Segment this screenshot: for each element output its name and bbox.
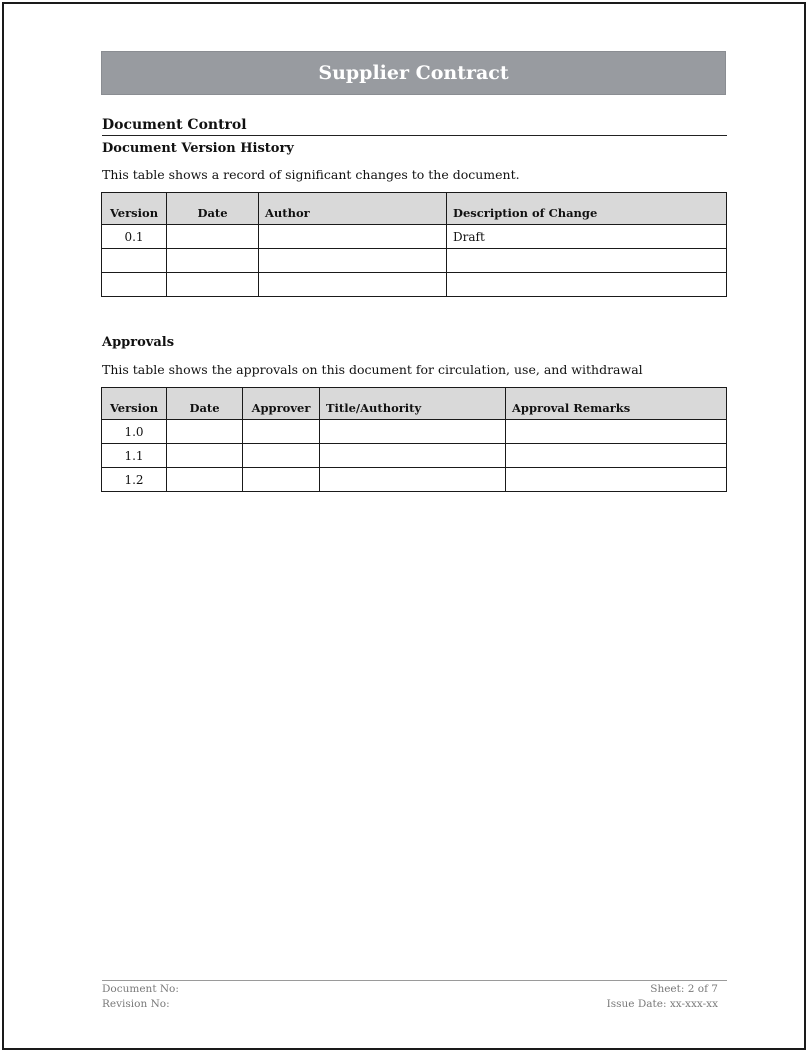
cell-title-authority xyxy=(320,468,506,492)
cell-date xyxy=(167,225,259,249)
cell-approval-remarks xyxy=(506,468,727,492)
version-history-table xyxy=(101,192,727,297)
document-control-divider xyxy=(102,135,727,136)
cell-date xyxy=(167,468,243,492)
cell-date xyxy=(167,249,259,273)
column-header-title-authority: Title/Authority xyxy=(320,388,506,420)
cell-author xyxy=(259,273,447,297)
cell-version: 1.0 xyxy=(102,420,167,444)
footer-divider xyxy=(102,980,727,981)
cell-approver xyxy=(243,468,320,492)
cell-version xyxy=(102,249,167,273)
approvals-description: This table shows the approvals on this document for circulation, use, and withdrawal xyxy=(102,362,643,377)
table-header-row xyxy=(102,388,727,420)
column-header-description-of-change: Description of Change xyxy=(447,193,727,225)
cell-approver xyxy=(243,420,320,444)
cell-date xyxy=(167,444,243,468)
cell-title-authority xyxy=(320,420,506,444)
table-row xyxy=(102,225,727,249)
column-header-approval-remarks: Approval Remarks xyxy=(506,388,727,420)
table-header-row xyxy=(102,193,727,225)
cell-approval-remarks xyxy=(506,420,727,444)
column-header-approver: Approver xyxy=(243,388,320,420)
footer-sheet-number: Sheet: 2 of 7 xyxy=(650,983,718,995)
cell-approval-remarks xyxy=(506,444,727,468)
cell-version: 0.1 xyxy=(102,225,167,249)
cell-author xyxy=(259,225,447,249)
cell-description xyxy=(447,249,727,273)
version-history-description: This table shows a record of significant changes to the document. xyxy=(102,167,520,182)
column-header-version: Version xyxy=(102,388,167,420)
footer-revision-no: Revision No: xyxy=(102,998,170,1010)
footer-document-no: Document No: xyxy=(102,983,179,995)
cell-version: 1.1 xyxy=(102,444,167,468)
footer-issue-date: Issue Date: xx-xxx-xx xyxy=(606,998,718,1010)
approvals-table xyxy=(101,387,727,492)
cell-date xyxy=(167,420,243,444)
column-header-author: Author xyxy=(259,193,447,225)
table-row xyxy=(102,273,727,297)
version-history-heading: Document Version History xyxy=(102,141,294,156)
column-header-version: Version xyxy=(102,193,167,225)
cell-approver xyxy=(243,444,320,468)
document-page xyxy=(2,2,806,1050)
table-row xyxy=(102,249,727,273)
cell-version xyxy=(102,273,167,297)
table-row xyxy=(102,444,727,468)
document-control-heading: Document Control xyxy=(102,117,247,133)
column-header-date: Date xyxy=(167,388,243,420)
approvals-heading: Approvals xyxy=(102,335,175,350)
cell-description xyxy=(447,273,727,297)
table-row xyxy=(102,420,727,444)
column-header-date: Date xyxy=(167,193,259,225)
cell-title-authority xyxy=(320,444,506,468)
document-title: Supplier Contract xyxy=(101,51,726,95)
cell-author xyxy=(259,249,447,273)
cell-date xyxy=(167,273,259,297)
cell-description: Draft xyxy=(447,225,727,249)
cell-version: 1.2 xyxy=(102,468,167,492)
table-row xyxy=(102,468,727,492)
